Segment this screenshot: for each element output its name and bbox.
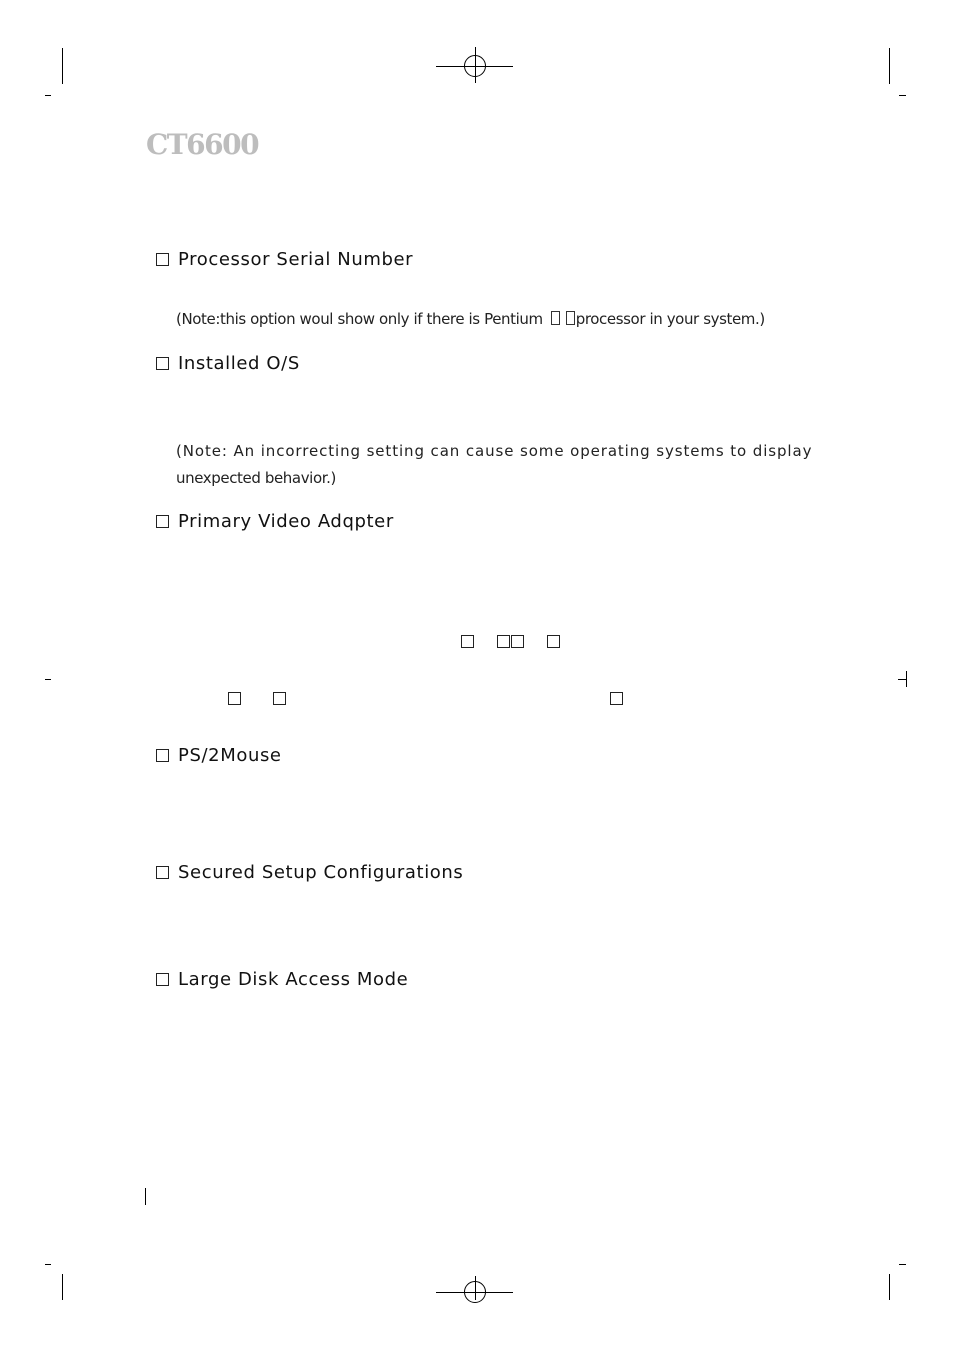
missing-glyph-icon <box>228 692 241 705</box>
missing-glyph-icon <box>566 311 575 325</box>
crop-mark-top-left <box>62 48 63 84</box>
missing-glyph-icon <box>511 635 524 648</box>
section-heading-label: Primary Video Adqpter <box>178 511 394 532</box>
crop-tick-bottom-left <box>45 1264 51 1265</box>
missing-glyph-icon <box>610 692 623 705</box>
checkbox-bullet-icon <box>156 973 169 986</box>
processor-note-text-end: processor in your system.) <box>575 310 765 328</box>
crop-mark-bottom-right <box>889 1274 890 1300</box>
section-heading-label: Secured Setup Configurations <box>178 862 464 883</box>
page-edge-mark <box>145 1188 146 1205</box>
missing-glyph-icon <box>547 635 560 648</box>
registration-circle-top <box>464 55 486 77</box>
crop-tick-mid-left <box>45 679 51 680</box>
processor-note-text: (Note:this option woul show only if there is Pentium <box>176 310 543 328</box>
section-heading-ps2-mouse <box>156 745 282 766</box>
os-note-line-2: unexpected behavior.) <box>176 469 336 487</box>
section-heading-label: PS/2Mouse <box>178 745 282 766</box>
section-heading-installed-os <box>156 353 300 374</box>
processor-note <box>176 310 765 328</box>
crop-tick-top-left <box>45 95 51 96</box>
section-heading-secured-setup-configurations <box>156 862 463 883</box>
checkbox-bullet-icon <box>156 866 169 879</box>
section-heading-label: Large Disk Access Mode <box>178 969 409 990</box>
os-note-line-1: (Note: An incorrecting setting can cause some operating systems to display <box>176 442 813 460</box>
missing-glyph-icon <box>497 635 510 648</box>
section-heading-label: Processor Serial Number <box>178 249 414 270</box>
crop-mark-bottom-left <box>62 1274 63 1300</box>
brand-logo: CT6600 <box>146 128 259 161</box>
section-heading-processor-serial-number <box>156 249 413 270</box>
missing-glyph-icon <box>461 635 474 648</box>
checkbox-bullet-icon <box>156 357 169 370</box>
section-heading-large-disk-access-mode <box>156 969 408 990</box>
registration-mark-mid-right <box>906 671 907 687</box>
registration-circle-bottom <box>464 1281 486 1303</box>
checkbox-bullet-icon <box>156 253 169 266</box>
crop-tick-top-right <box>899 95 906 96</box>
checkbox-bullet-icon <box>156 515 169 528</box>
crop-mark-top-right <box>889 48 890 84</box>
missing-glyph-icon <box>273 692 286 705</box>
missing-glyph-icon <box>551 311 560 325</box>
section-heading-label: Installed O/S <box>178 353 300 374</box>
section-heading-primary-video-adapter <box>156 511 394 532</box>
checkbox-bullet-icon <box>156 749 169 762</box>
crop-tick-bottom-right <box>899 1264 906 1265</box>
